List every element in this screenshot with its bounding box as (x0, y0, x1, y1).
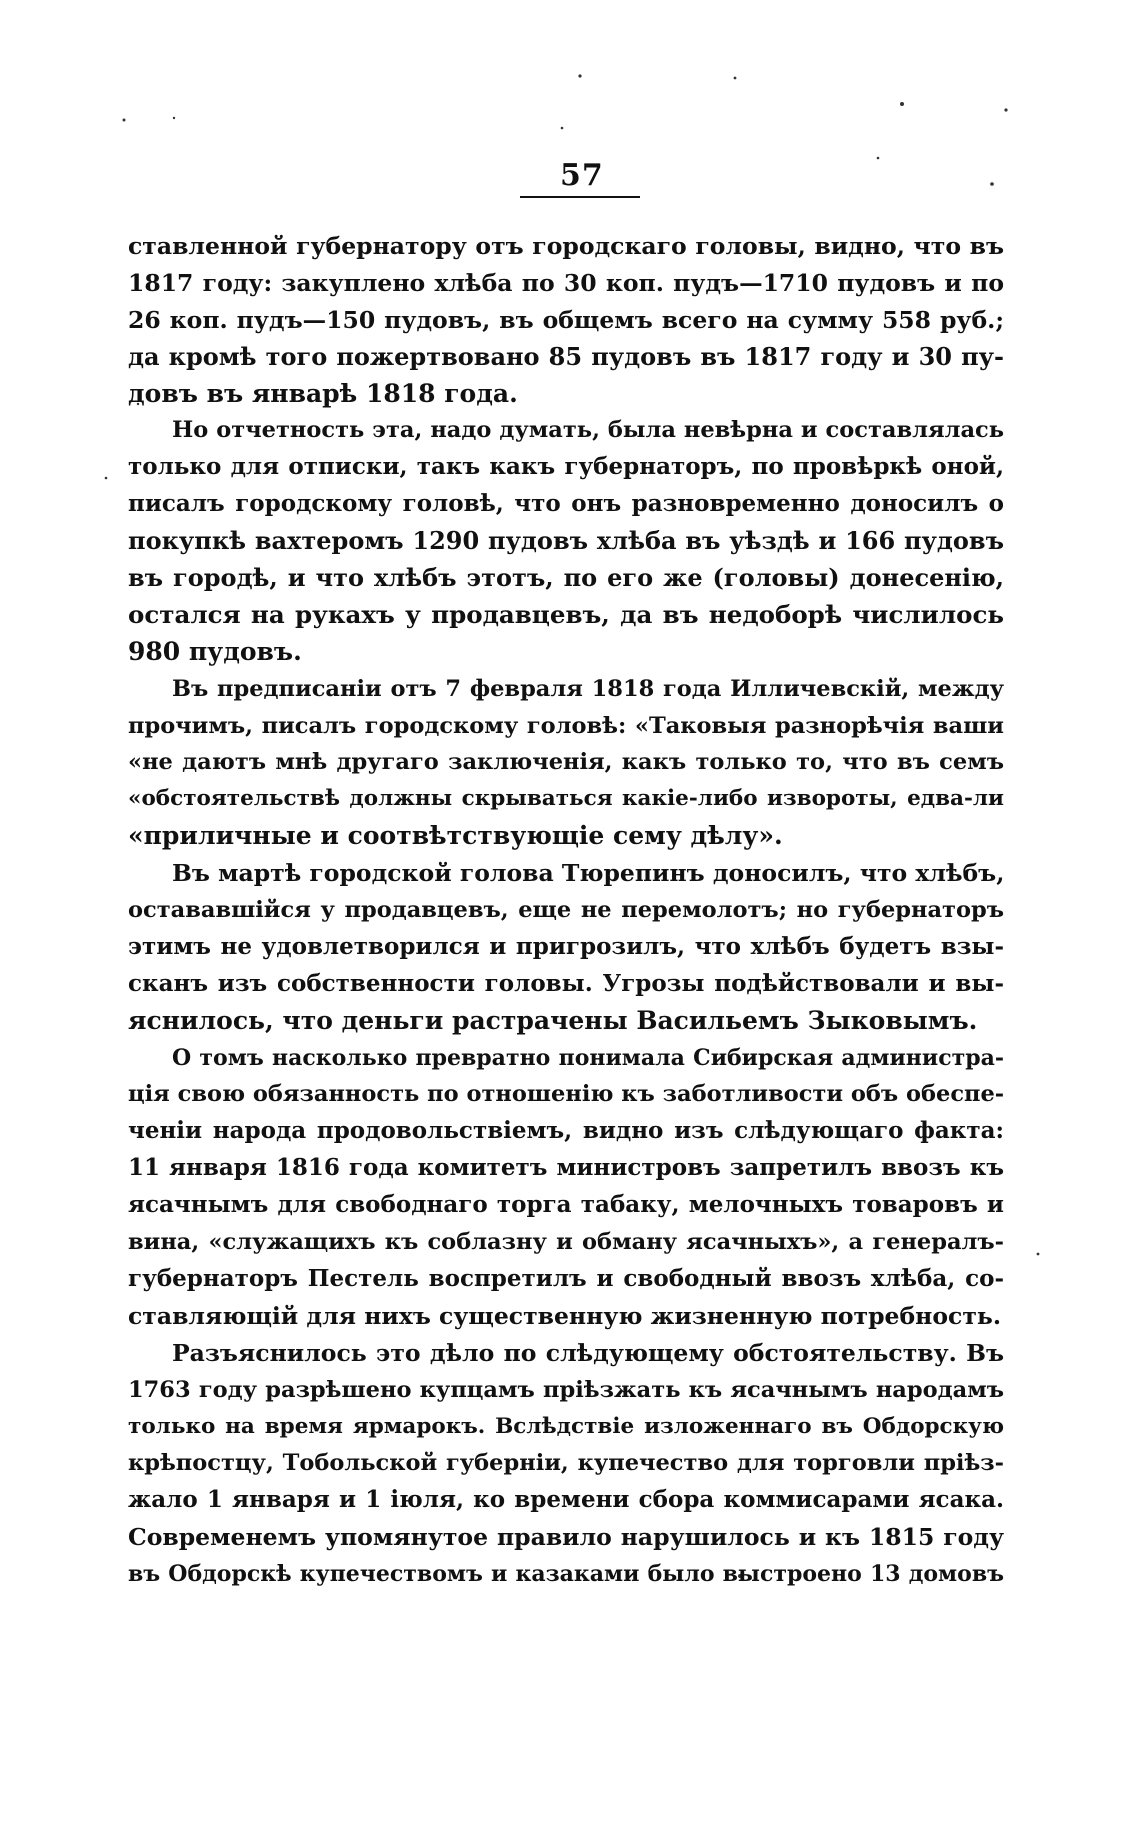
text-line: вина, «служащихъ къ соблазну и обману ясачныхъ», а генералъ- (128, 1229, 1004, 1256)
text-line: довъ въ январѣ 1818 года. (128, 378, 518, 408)
speck (1037, 1253, 1040, 1256)
body-text (128, 228, 1004, 1593)
text-line: сканъ изъ собственности головы. Угрозы подѣйствовали и вы- (128, 969, 1004, 997)
text-line: «обстоятельствѣ должны скрываться какіе-либо извороты, едва-ли (128, 786, 1004, 812)
page-number: 57 (560, 158, 604, 193)
speck (578, 74, 581, 77)
text-line: въ Обдорскѣ купечествомъ и казаками было выстроено 13 домовъ (128, 1561, 1004, 1588)
text-line: 26 коп. пудъ—150 пудовъ, въ общемъ всего на сумму 558 руб.; (128, 305, 1004, 334)
text-line: О томъ насколько превратно понимала Сибирская администра- (172, 1044, 1004, 1071)
text-line: губернаторъ Пестель воспретилъ и свободный ввозъ хлѣба, со- (128, 1264, 1004, 1292)
text-line: только на время ярмарокъ. Вслѣдствіе изложеннаго въ Обдорскую (128, 1413, 1004, 1439)
text-line: только для отписки, такъ какъ губернаторъ, по провѣркѣ оной, (128, 453, 1004, 481)
speck (900, 102, 904, 106)
speck (990, 182, 994, 186)
speck (734, 77, 737, 80)
text-line: 11 января 1816 года комитетъ министровъ запретилъ ввозъ къ (128, 1154, 1004, 1182)
speck (1004, 108, 1007, 111)
text-line: писалъ городскому головѣ, что онъ разновременно доносилъ о (128, 490, 1004, 518)
text-line: «не даютъ мнѣ другаго заключенія, какъ только то, что въ семъ (128, 749, 1004, 776)
text-line: въ городѣ, и что хлѣбъ этотъ, по его же (головы) донесенію, (128, 563, 1004, 593)
text-line: Но отчетность эта, надо думать, была невѣрна и составлялась (172, 417, 1004, 444)
speck (561, 127, 564, 130)
text-line: Въ предписаніи отъ 7 февраля 1818 года Илличевскій, между (172, 675, 1004, 702)
text-line: прочимъ, писалъ городскому головѣ: «Таковыя разнорѣчія ваши (128, 712, 1004, 739)
text-line: остался на рукахъ у продавцевъ, да въ недоборѣ числилось (128, 599, 1004, 629)
speck (877, 157, 880, 160)
text-line: ясачнымъ для свободнаго торга табаку, мелочныхъ товаровъ и (128, 1191, 1004, 1219)
text-line: крѣпостцу, Тобольской губерніи, купечество для торговли пріѣз- (128, 1450, 1004, 1477)
text-line: остававшійся у продавцевъ, еще не перемолотъ; но губернаторъ (128, 897, 1004, 924)
text-line: ставленной губернатору отъ городскаго головы, видно, что въ (128, 232, 1004, 260)
speck (123, 119, 126, 122)
text-line: ція свою обязанность по отношенію къ заботливости объ обеспе- (128, 1081, 1004, 1108)
text-line: Современемъ упомянутое правило нарушилось и къ 1815 году (128, 1523, 1004, 1552)
text-line: 1763 году разрѣшено купцамъ пріѣзжать къ ясачнымъ народамъ (128, 1376, 1004, 1403)
text-line: 1817 году: закуплено хлѣба по 30 коп. пудъ—1710 пудовъ и по (128, 268, 1004, 297)
text-line: этимъ не удовлетворился и пригрозилъ, что хлѣбъ будетъ взы- (128, 932, 1004, 960)
text-line: Въ мартѣ городской голова Тюрепинъ доносилъ, что хлѣбъ, (172, 859, 1004, 888)
text-line: 980 пудовъ. (128, 636, 302, 666)
text-line: ченіи народа продовольствіемъ, видно изъ слѣдующаго факта: (128, 1117, 1004, 1145)
text-line: ставляющій для нихъ существенную жизненную потребность. (128, 1301, 1002, 1330)
speck (173, 117, 175, 119)
page-number-rule (520, 196, 640, 198)
text-line: яснилось, что деньги растрачены Васильемъ Зыковымъ. (128, 1005, 978, 1035)
speck (105, 477, 108, 480)
text-line: да кромѣ того пожертвовано 85 пудовъ въ 1817 году и 30 пу- (128, 341, 1004, 371)
text-line: «приличные и соотвѣтствующіе сему дѣлу». (128, 821, 783, 851)
text-line: покупкѣ вахтеромъ 1290 пудовъ хлѣба въ уѣздѣ и 166 пудовъ (128, 526, 1004, 556)
text-line: Разъяснилось это дѣло по слѣдующему обстоятельству. Въ (172, 1338, 1004, 1367)
text-line: жало 1 января и 1 іюля, ко времени сбора коммисарами ясака. (128, 1486, 1004, 1514)
